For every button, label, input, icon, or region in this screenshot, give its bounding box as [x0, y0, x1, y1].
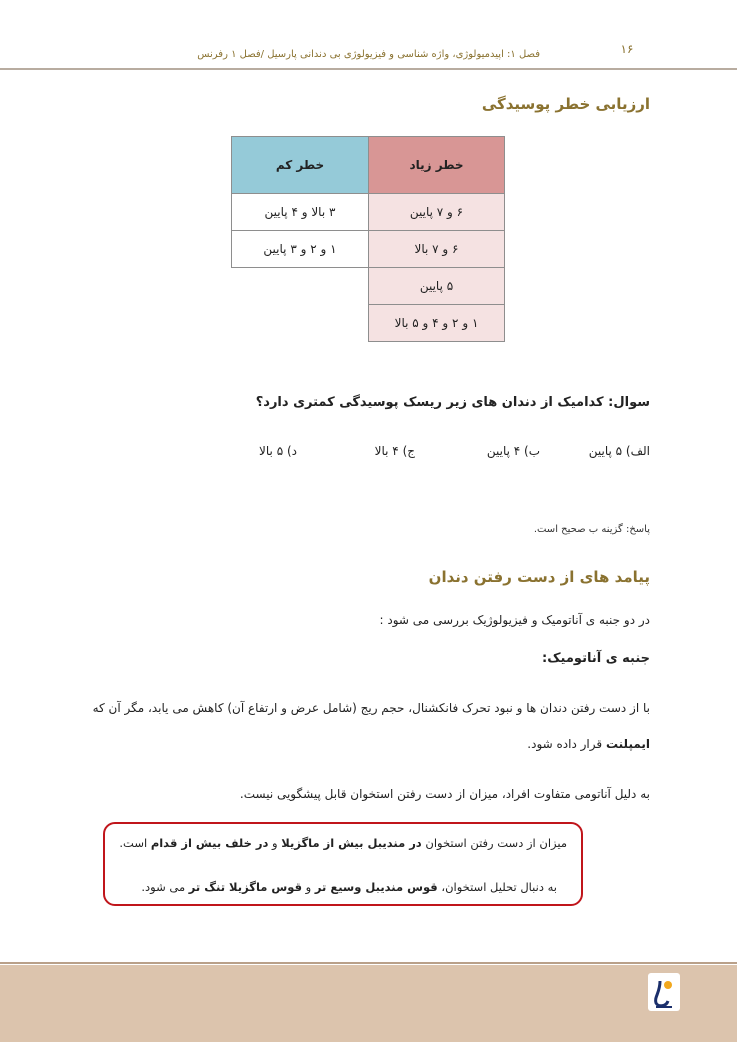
low-risk-header: خطر کم: [232, 137, 369, 194]
option-a: الف) ۵ پایین: [588, 444, 650, 458]
paragraph-ridge-line1: با از دست رفتن دندان ها و نبود تحرک فانکشنال، حجم ریج (شامل عرض و ارتفاع آن) کاهش می یابد، مگر آن که: [92, 701, 650, 715]
table-cell: ۵ پایین: [369, 268, 505, 305]
bold-span: در خلف بیش از قدام: [150, 836, 269, 850]
option-c: ج) ۴ بالا: [374, 444, 415, 458]
highlight-line-1: [119, 836, 567, 850]
question-text: سوال: کدامیک از دندان های زیر ریسک پوسیدگی کمتری دارد؟: [255, 395, 650, 410]
section-heading-tooth-loss: پیامد های از دست رفتن دندان: [428, 568, 650, 586]
text-span: و: [302, 880, 315, 894]
high-risk-header: خطر زیاد: [369, 137, 505, 194]
option-b: ب) ۴ پایین: [486, 444, 540, 458]
running-header: فصل ۱: اپیدمیولوژی، واژه شناسی و فیزیولوژی بی دندانی پارسیل /فصل ۱ رفرنس: [197, 49, 540, 60]
empty-cell: [232, 305, 369, 342]
table-cell: ۱ و ۲ و ۴ و ۵ بالا: [369, 305, 505, 342]
bold-span: قوس ماگزیلا تنگ تر: [188, 880, 302, 894]
highlight-line-2: [141, 880, 557, 894]
implant-term: ایمپلنت: [605, 737, 650, 751]
bold-span: قوس مندیبل وسیع تر: [314, 880, 438, 894]
highlight-box: [103, 822, 583, 906]
text-span: و: [268, 836, 282, 850]
intro-text: در دو جنبه ی آناتومیک و فیزیولوژیک بررسی می شود :: [379, 613, 650, 627]
header-divider: [0, 68, 737, 70]
paragraph-anatomy: به دلیل آناتومی متفاوت افراد، میزان از دست رفتن استخوان قابل پیشگویی نیست.: [239, 787, 650, 801]
text-span: میزان از دست رفتن استخوان: [421, 836, 567, 850]
table-cell: ۱ و ۲ و ۳ پایین: [232, 231, 369, 268]
text-span: می شود.: [141, 880, 189, 894]
footer-band: [0, 965, 737, 1042]
table-cell: ۶ و ۷ پایین: [369, 194, 505, 231]
subheading-anatomic: جنبه ی آناتومیک:: [542, 651, 650, 666]
empty-cell: [232, 268, 369, 305]
section-heading-caries-risk: ارزیابی خطر پوسیدگی: [481, 95, 650, 113]
table-cell: ۶ و ۷ بالا: [369, 231, 505, 268]
text-span: است.: [119, 836, 151, 850]
option-d: د) ۵ بالا: [259, 444, 297, 458]
answer-text: پاسخ: گزینه ب صحیح است.: [533, 524, 650, 535]
table-cell: ۳ بالا و ۴ پایین: [232, 194, 369, 231]
bold-span: در مندیبل بیش از ماگزیلا: [281, 836, 422, 850]
text-span: به دنبال تحلیل استخوان،: [437, 880, 557, 894]
paragraph-ridge-rest: قرار داده شود.: [527, 737, 606, 751]
page-number: ۱۶: [620, 42, 634, 56]
footer-divider: [0, 962, 737, 964]
publisher-logo-icon: [648, 973, 680, 1011]
paragraph-ridge-line2: [527, 737, 650, 751]
caries-risk-table: [231, 136, 505, 342]
